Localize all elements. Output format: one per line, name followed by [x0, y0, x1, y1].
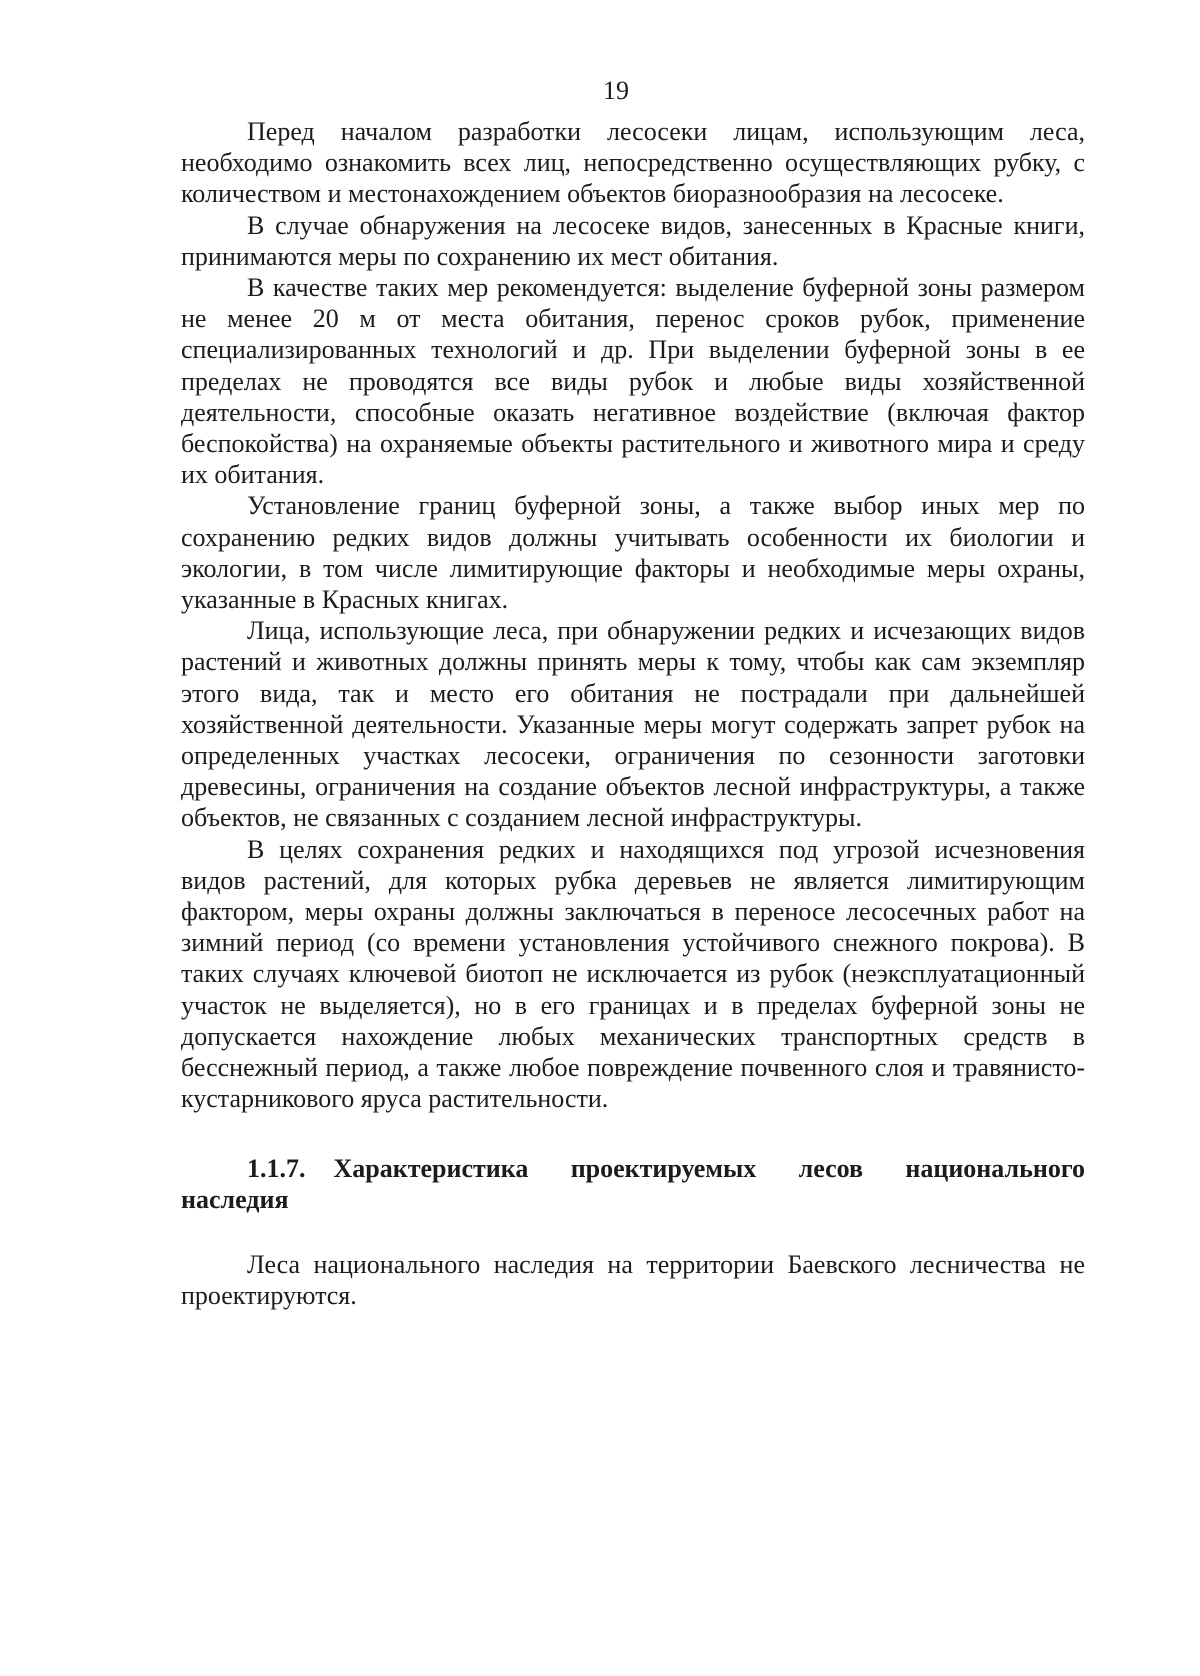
- document-body: [181, 116, 1085, 1311]
- section-title: Характеристика проектируемых лесов национального наследия: [181, 1153, 1085, 1214]
- section-text: Леса национального наследия на территории Баевского лесничества не проектируются.: [181, 1249, 1085, 1311]
- section-heading: [181, 1153, 1085, 1215]
- paragraph-biodiversity-briefing: Перед началом разработки лесосеки лицам, использующим леса, необходимо ознакомить всех лиц, непосредственно осуществляющих рубку, с количеством и местонахождением объектов биоразнообразия на лесосеке.: [181, 117, 1085, 209]
- paragraph-buffer-zone-boundaries: Установление границ буферной зоны, а также выбор иных мер по сохранению редких видов должны учитывать особенности их биологии и экологии, в том числе лимитирующие факторы и необходимые меры охраны, указанные в Красных книгах.: [181, 491, 1085, 615]
- paragraph-buffer-zone-measures: В качестве таких мер рекомендуется: выделение буферной зоны размером не менее 20 м от места обитания, перенос сроков рубок, применение специализированных технологий и др. При выделении буферной зоны в ее пределах не проводятся все виды рубок и любые виды хозяйственной деятельности, способные оказать негативное воздействие (включая фактор беспокойства) на охраняемые объекты растительного и животного мира и среду их обитания.: [181, 273, 1085, 490]
- paragraph-winter-logging: В целях сохранения редких и находящихся под угрозой исчезновения видов растений, для которых рубка деревьев не является лимитирующим фактором, меры охраны должны заключаться в переносе лесосечных работ на зимний период (со времени установления устойчивого снежного покрова). В таких случаях ключевой биотоп не исключается из рубок (неэксплуатационный участок не выделяется), но в его границах и в пределах буферной зоны не допускается нахождение любых механических транспортных средств в бесснежный период, а также любое повреждение почвенного слоя и травянисто-кустарникового яруса растительности.: [181, 834, 1085, 1114]
- paragraph-rare-species-protection: Лица, использующие леса, при обнаружении редких и исчезающих видов растений и животных должны принять меры к тому, чтобы как сам экземпляр этого вида, так и место его обитания не пострадали при дальнейшей хозяйственной деятельности. Указанные меры могут содержать запрет рубок на определенных участках лесосеки, ограничения по сезонности заготовки древесины, ограничения на создание объектов лесной инфраструктуры, а также объектов, не связанных с созданием лесной инфраструктуры.: [181, 616, 1085, 833]
- section-number: 1.1.7.: [247, 1153, 306, 1183]
- paragraph-red-book-species: В случае обнаружения на лесосеке видов, занесенных в Красные книги, принимаются меры по сохранению их мест обитания.: [181, 210, 1085, 271]
- page-number: 19: [603, 76, 629, 105]
